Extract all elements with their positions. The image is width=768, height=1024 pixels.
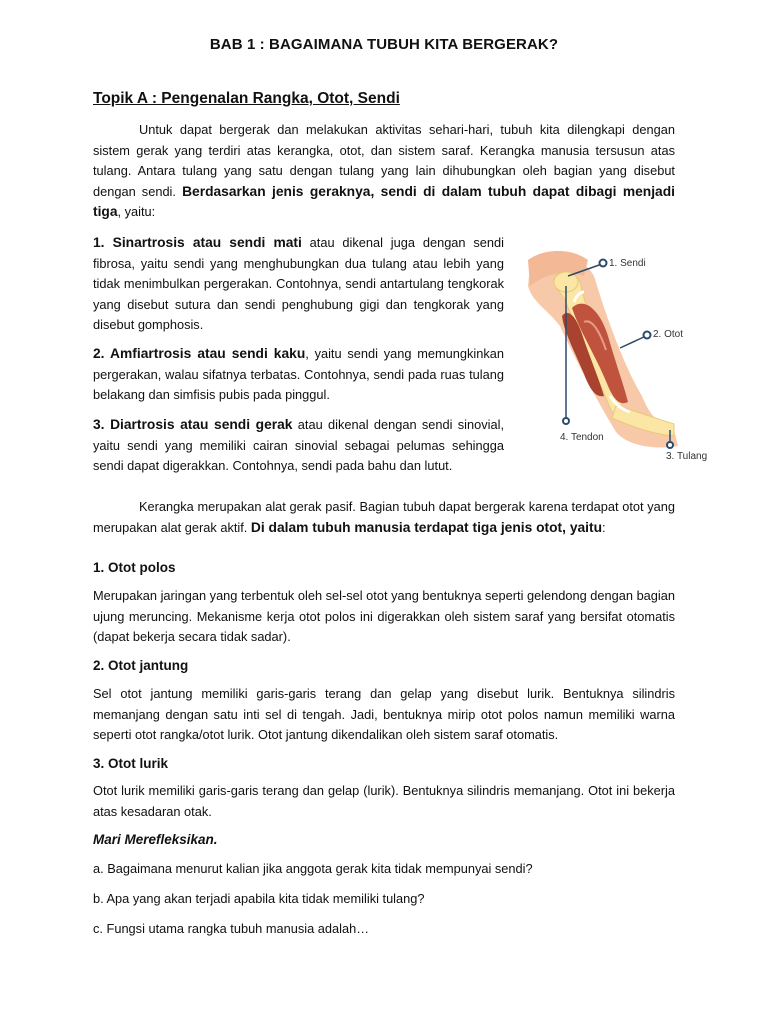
reflection-heading: Mari Merefleksikan. (93, 832, 218, 847)
muscles-intro-text: Kerangka merupakan alat gerak pasif. Bagian tubuh dapat bergerak karena terdapat otot yang merupakan alat gerak aktif. (93, 499, 675, 535)
joint-text: atau dikenal dengan sendi sinovial, yaitu sendi yang memiliki cairan sinovial sebagai pelumas sehingga sendi dapat digerakkan. Contohnya, sendi pada bahu dan lutut. (93, 417, 504, 473)
reflection-question-c: c. Fungsi utama rangka tubuh manusia adalah… (93, 921, 370, 936)
muscle-heading-lurik: 3. Otot lurik (93, 756, 169, 771)
muscle-text-lurik: Otot lurik memiliki garis-garis terang dan gelap (lurik). Bentuknya silindris memanjang. Otot ini bekerja atas kesadaran otak. (93, 783, 675, 819)
muscle-text-jantung: Sel otot jantung memiliki garis-garis terang dan gelap yang disebut lurik. Bentuknya silindris memanjang dengan satu inti sel di tengah. Jadi, bentuknya mirip otot polos namun memiliki warna seperti otot rangka/otot lurik. Otot jantung dikendalikan oleh sistem saraf otomatis. (93, 686, 675, 742)
pin-tulang (667, 442, 673, 448)
pin-sendi (600, 260, 607, 267)
muscles-intro-paragraph (93, 497, 675, 538)
joint-name: 2. Amfiartrosis atau sendi kaku (93, 346, 306, 361)
intro-bold: Berdasarkan jenis geraknya, sendi di dalam tubuh dapat dibagi menjadi tiga (93, 183, 675, 219)
intro-tail: , yaitu: (117, 204, 156, 219)
joint-text: atau dikenal juga dengan sendi fibrosa, yaitu sendi yang menghubungkan dua tulang atau lebih yang tidak menimbulkan pergerakan. Contohnya, sendi antartulang tengkorak yang disebut sutura dan sendi penghubung gigi dan tengkorak yang disebut gomphosis. (93, 235, 504, 332)
joint-text: , yaitu sendi yang memungkinkan pergerakan, walau sifatnya terbatas. Contohnya, sendi pada ruas tulang belakang dan simfisis pubis pada pinggul. (93, 346, 504, 402)
joint-sinartrosis (93, 233, 504, 336)
label-tulang: 3. Tulang (666, 451, 708, 462)
intro-text: Untuk dapat bergerak dan melakukan aktivitas sehari-hari, tubuh kita dilengkapi dengan sistem gerak yang terdiri atas kerangka, otot, dan sistem saraf. Kerangka manusia tersusun atas tulang. Antara tulang yang satu dengan tulang yang lain dihubungkan oleh bagian yang disebut dengan sendi. (93, 122, 675, 199)
reflection-question-a: a. Bagaimana menurut kalian jika anggota gerak kita tidak mempunyai sendi? (93, 861, 533, 876)
topic-heading: Topik A : Pengenalan Rangka, Otot, Sendi (93, 90, 400, 107)
reflection-question-b: b. Apa yang akan terjadi apabila kita tidak memiliki tulang? (93, 891, 425, 906)
pin-tendon (563, 418, 569, 424)
joint-diartrosis (93, 415, 504, 477)
chapter-title: BAB 1 : BAGAIMANA TUBUH KITA BERGERAK? (209, 36, 559, 53)
arm-anatomy-figure (524, 246, 720, 462)
muscles-intro-bold: Di dalam tubuh manusia terdapat tiga jenis otot, yaitu (250, 519, 603, 535)
muscle-heading-polos: 1. Otot polos (93, 560, 176, 575)
label-tendon: 4. Tendon (560, 432, 604, 443)
joint-name: 3. Diartrosis atau sendi gerak (93, 417, 293, 432)
muscle-text-polos: Merupakan jaringan yang terbentuk oleh sel-sel otot yang bentuknya seperti gelendong dengan bagian ujung meruncing. Mekanisme kerja otot polos ini digerakkan oleh sistem saraf yang bersifat otomatis (dapat bekerja secara tidak sadar). (93, 588, 675, 644)
label-sendi: 1. Sendi (609, 258, 646, 269)
label-otot: 2. Otot (653, 329, 684, 340)
intro-paragraph (93, 120, 675, 223)
arm-illustration (524, 246, 720, 462)
pin-otot (644, 332, 651, 339)
joint-amfiartrosis (93, 344, 504, 406)
muscles-intro-tail: : (602, 519, 606, 535)
muscle-heading-jantung: 2. Otot jantung (93, 658, 189, 673)
joint-name: 1. Sinartrosis atau sendi mati (93, 235, 302, 250)
